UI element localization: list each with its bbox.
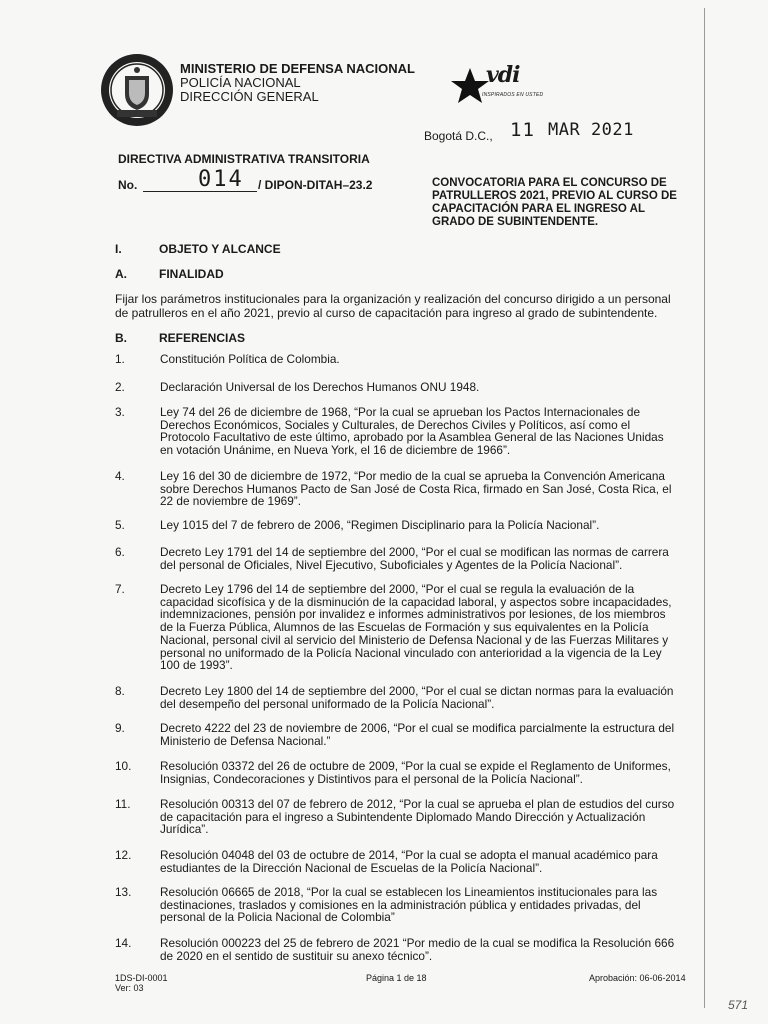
logo-tagline: INSPIRADOS EN USTED bbox=[482, 92, 544, 98]
reference-line: Resolución 04048 del 03 de octubre de 2014, “Por la cual se adopta el manual académico para bbox=[160, 848, 658, 862]
reference-line: Ministerio de Defensa Nacional.” bbox=[160, 733, 331, 748]
reference-text bbox=[160, 685, 708, 710]
reference-line: Ley 74 del 26 de diciembre de 1968, “Por la cual se aprueban los Pactos Internacionales de bbox=[160, 405, 641, 419]
directive-no-label: No. bbox=[118, 178, 138, 192]
reference-line: destinaciones, traslados y comisiones en la administración pública y entidades privadas, del bbox=[160, 897, 641, 912]
date-stamp-day: 11 bbox=[510, 119, 535, 141]
reference-number: 3. bbox=[115, 405, 125, 419]
reference-text bbox=[160, 798, 708, 836]
reference-number: 11. bbox=[115, 797, 131, 811]
approval-date: Aprobación: 06-06-2014 bbox=[589, 973, 686, 983]
logo-text: vdi bbox=[486, 62, 520, 88]
subject-line: CONVOCATORIA PARA EL CONCURSO DE bbox=[432, 177, 667, 189]
ministry-name: MINISTERIO DE DEFENSA NACIONAL bbox=[180, 61, 415, 76]
finalidad-paragraph bbox=[115, 292, 705, 320]
reference-text bbox=[160, 849, 708, 874]
paragraph-line: de patrulleros en el año 2021, previo al curso de capacitación para ingreso al grado de subintendente. bbox=[115, 306, 658, 320]
directive-subject bbox=[432, 177, 707, 229]
section-number: A. bbox=[115, 267, 127, 281]
reference-line: Declaración Universal de los Derechos Humanos ONU 1948. bbox=[160, 380, 480, 394]
section-title: OBJETO Y ALCANCE bbox=[159, 242, 281, 256]
reference-number: 12. bbox=[115, 848, 132, 862]
reference-number: 4. bbox=[115, 469, 125, 483]
reference-number: 14. bbox=[115, 936, 132, 950]
reference-number: 10. bbox=[115, 759, 132, 773]
reference-line: de la Fuerza Pública, Alumnos de las Escuelas de Formación y sus equivalentes en la Policía bbox=[160, 620, 649, 635]
document-code: 1DS-DI-0001 bbox=[115, 973, 168, 983]
reference-line: Protocolo Facultativo de este último, aprobado por la Asamblea General de las Naciones Unidas bbox=[160, 430, 664, 445]
reference-line: Decreto Ley 1800 del 14 de septiembre del 2000, “Por el cual se dictan normas para la evaluación bbox=[160, 684, 674, 698]
reference-line: sobre Derechos Humanos Pacto de San José de Costa Rica, firmado en San José, Costa Rica, el bbox=[160, 481, 672, 496]
directive-title: DIRECTIVA ADMINISTRATIVA TRANSITORIA bbox=[118, 152, 370, 166]
reference-line: Nacional, personal civil al servicio del Ministerio de Defensa Nacional y de las Fuerzas Militares y bbox=[160, 632, 669, 647]
reference-line: 22 de noviembre de 1969”. bbox=[160, 494, 302, 509]
reference-line: Decreto Ley 1796 del 14 de septiembre del 2000, “Por el cual se regula la evaluación de la bbox=[160, 582, 635, 596]
reference-number: 9. bbox=[115, 721, 125, 735]
reference-line: Decreto 4222 del 23 de noviembre de 2006, “Por el cual se modifica parcialmente la estructura del bbox=[160, 721, 675, 735]
subject-line: CAPACITACIÓN PARA EL INGRESO AL bbox=[432, 203, 645, 215]
reference-line: 100 de 1993”. bbox=[160, 658, 233, 673]
reference-line: de capacitación para el ingreso a Subintendente Diplomado Mando Dirección y Actualización bbox=[160, 809, 646, 824]
reference-number: 5. bbox=[115, 518, 125, 532]
reference-line: Ley 16 del 30 de diciembre de 1972, “Por medio de la cual se aprueba la Convención Americana bbox=[160, 469, 665, 483]
reference-text bbox=[160, 470, 708, 508]
reference-text bbox=[160, 760, 708, 785]
place-label: Bogotá D.C., bbox=[424, 129, 493, 143]
reference-line: indemnizaciones, pensión por invalidez e informes administrativos por lesiones, de los miembros bbox=[160, 607, 666, 622]
section-title: REFERENCIAS bbox=[159, 331, 246, 345]
reference-line: Resolución 000223 del 25 de febrero de 2021 “Por medio de la cual se modifica la Resolución 666 bbox=[160, 936, 675, 950]
reference-text bbox=[160, 519, 708, 532]
reference-text bbox=[160, 353, 708, 366]
paragraph-line: Fijar los parámetros institucionales para la organización y realización del concurso dirigido a un personal bbox=[115, 292, 671, 306]
reference-number: 8. bbox=[115, 684, 125, 698]
reference-line: capacidad sicofísica y de la disminución de la capacidad laboral, y aspectos sobre incapacidades, bbox=[160, 594, 672, 609]
reference-number: 6. bbox=[115, 545, 125, 559]
reference-line: del personal de Oficiales, Nivel Ejecutivo, Suboficiales y Agentes de la Policía Nacional”. bbox=[160, 557, 623, 572]
reference-text bbox=[160, 937, 708, 962]
reference-line: personal de la Policia Nacional de Colombia” bbox=[160, 910, 395, 925]
reference-line: estudiantes de la Dirección Nacional de Escuelas de la Policía Nacional”. bbox=[160, 860, 543, 875]
section-title: FINALIDAD bbox=[159, 267, 224, 281]
subject-line: PATRULLEROS 2021, PREVIO AL CURSO DE bbox=[432, 190, 677, 202]
document-version: Ver: 03 bbox=[115, 983, 144, 993]
page-number: Página 1 de 18 bbox=[366, 973, 427, 983]
handwritten-note: 571 bbox=[728, 998, 749, 1012]
reference-line: Decreto Ley 1791 del 14 de septiembre del 2000, “Por el cual se modifican las normas de carrera bbox=[160, 545, 669, 559]
reference-line: Ley 1015 del 7 de febrero de 2006, “Regimen Disciplinario para la Policía Nacional”. bbox=[160, 518, 600, 532]
reference-line: del desempeño del personal uniformado de la Policía Nacional”. bbox=[160, 696, 495, 711]
subject-line: GRADO DE SUBINTENDENTE. bbox=[432, 216, 599, 228]
directive-number-suffix: / DIPON-DITAH–23.2 bbox=[258, 178, 373, 192]
reference-line: Resolución 00313 del 07 de febrero de 2012, “Por la cual se aprueba el plan de estudios del curso bbox=[160, 797, 675, 811]
reference-number: 1. bbox=[115, 352, 125, 366]
reference-line: en votación Unánime, en Nueva York, el 16 de diciembre de 1966”. bbox=[160, 443, 511, 458]
reference-line: Insignias, Condecoraciones y Distintivos para el personal de la Policía Nacional”. bbox=[160, 771, 583, 786]
reference-text bbox=[160, 546, 708, 571]
ministry-header bbox=[180, 62, 415, 104]
section-number: I. bbox=[115, 242, 122, 256]
reference-line: personal no uniformado de la Policía Nacional vinculado con anterioridad a la vigencia de la Ley bbox=[160, 645, 662, 660]
reference-line: de 2020 en el sentido de sustituir su anexo técnico”. bbox=[160, 948, 433, 963]
reference-text bbox=[160, 722, 708, 747]
reference-line: Constitución Política de Colombia. bbox=[160, 352, 340, 366]
reference-line: Resolución 06665 de 2018, “Por la cual se establecen los Lineamientos institucionales para las bbox=[160, 885, 658, 899]
directive-number: 014 bbox=[198, 167, 244, 192]
reference-text bbox=[160, 583, 708, 672]
police-name: POLICÍA NACIONAL bbox=[180, 75, 301, 90]
reference-text bbox=[160, 406, 708, 457]
date-stamp-month-year: MAR 2021 bbox=[548, 120, 634, 140]
reference-number: 7. bbox=[115, 582, 125, 596]
reference-text bbox=[160, 381, 708, 394]
reference-line: Jurídica”. bbox=[160, 822, 209, 837]
reference-number: 13. bbox=[115, 885, 132, 899]
police-seal-icon bbox=[99, 52, 175, 128]
directorate-name: DIRECCIÓN GENERAL bbox=[180, 89, 319, 104]
reference-number: 2. bbox=[115, 380, 125, 394]
section-number: B. bbox=[115, 331, 127, 345]
reference-line: Derechos Económicos, Sociales y Culturales, de Derechos Civiles y Políticos, así como el bbox=[160, 417, 631, 432]
footer-code bbox=[115, 973, 168, 993]
reference-line: Resolución 03372 del 26 de octubre de 2009, “Por la cual se expide el Reglamento de Uniformes, bbox=[160, 759, 671, 773]
reference-text bbox=[160, 886, 708, 924]
